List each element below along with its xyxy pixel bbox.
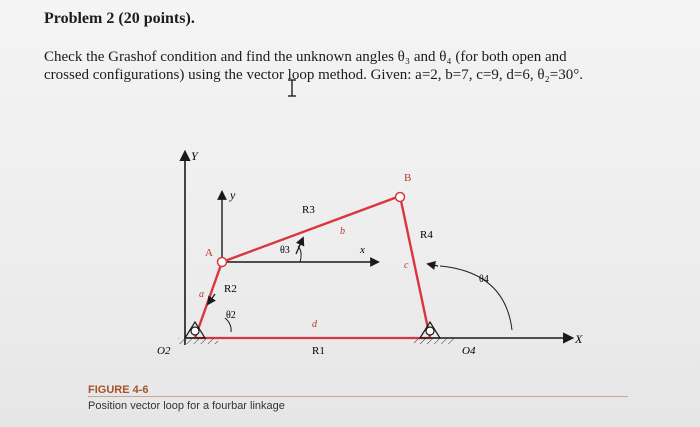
- caption-divider: [88, 396, 628, 397]
- label-b: b: [340, 226, 345, 237]
- joint-b: [396, 193, 405, 202]
- label-c: c: [404, 260, 409, 271]
- problem-title: Problem 2 (20 points).: [44, 10, 195, 27]
- label-X-global: X: [575, 332, 583, 346]
- label-R2: R2: [224, 283, 237, 295]
- joint-a: [218, 258, 227, 267]
- label-B: B: [404, 172, 412, 184]
- o2-ground-pivot: [178, 322, 218, 344]
- label-R4: R4: [420, 229, 433, 241]
- problem-line-1: Check the Grashof condition and find the unknown angles θ₃ and θ₄ (for both open and: [44, 49, 567, 65]
- label-R3: R3: [302, 204, 315, 216]
- o4-ground-pivot: [414, 322, 454, 344]
- label-x-local: x: [360, 244, 365, 256]
- label-O4: O4: [462, 345, 476, 357]
- label-theta3: θ3: [280, 245, 290, 256]
- label-A: A: [205, 247, 213, 259]
- link-r2: [195, 262, 222, 338]
- label-O2: O2: [157, 345, 171, 357]
- problem-line-2: crossed configurations) using the vector loop method. Given: a=2, b=7, c=9, d=6, θ₂=30°.: [44, 67, 583, 83]
- figure-caption-text: Position vector loop for a fourbar linkage: [88, 400, 285, 412]
- label-theta2: θ2: [226, 310, 236, 321]
- figure-caption-heading: FIGURE 4-6: [88, 384, 149, 396]
- theta4-arc: [440, 266, 512, 330]
- label-d: d: [312, 319, 317, 330]
- label-Y: Y: [191, 149, 198, 163]
- label-y-local: y: [230, 188, 236, 202]
- r3-theta-arrow: [296, 238, 303, 254]
- label-a: a: [199, 289, 204, 300]
- label-R1: R1: [312, 345, 325, 357]
- label-theta4: θ4: [479, 274, 489, 285]
- r4-arrow: [428, 264, 438, 266]
